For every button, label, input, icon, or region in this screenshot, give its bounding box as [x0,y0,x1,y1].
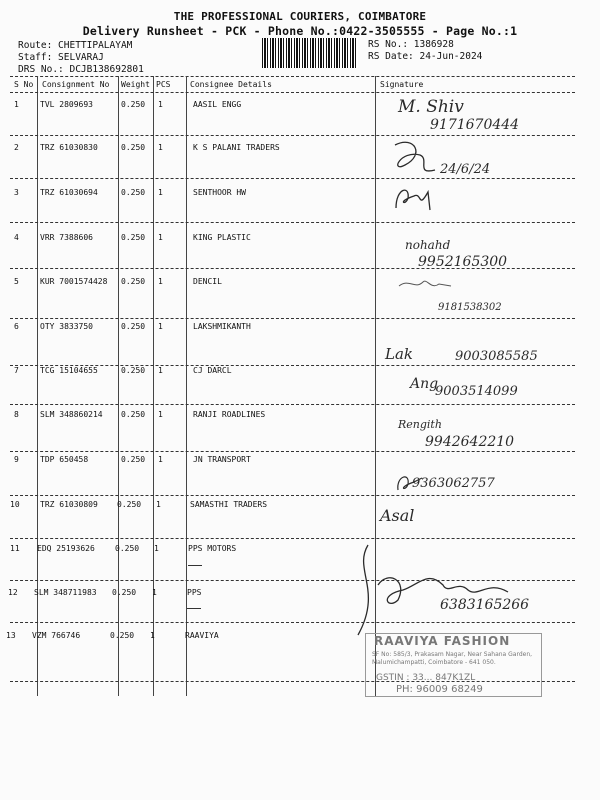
row-consignment: TRZ 61030694 [40,188,98,197]
route-label: Route: CHETTIPALAYAM [18,40,133,51]
stamp-gstin: GSTIN : 33... 847K1ZL [376,673,476,683]
row-weight: 0.250 [121,322,146,331]
row-consignee: AASIL ENGG [193,100,242,109]
row-consignee: PPS [187,588,202,597]
row-consignment: OTY 3833750 [40,322,93,331]
phone-handwriting: 9952165300 [418,254,508,270]
rs-number: RS No.: 1386928 [368,39,454,50]
row-consignee: KING PLASTIC [193,233,251,242]
row-consignee: K S PALANI TRADERS [193,143,280,152]
rs-date: RS Date: 24-Jun-2024 [368,51,483,62]
divider [10,268,575,269]
stamp-phone: PH: 96009 68249 [396,684,483,695]
signature-scribble [395,274,455,298]
row-sno: 8 [14,410,19,419]
row-sno: 2 [14,143,19,152]
col-consignee: Consignee Details [190,80,272,89]
phone-handwriting: 9181538302 [438,302,502,313]
divider [10,135,575,136]
row-weight: 0.250 [121,366,146,375]
row-weight: 0.250 [121,233,146,242]
row-pcs: 1 [158,188,163,197]
signature-handwriting: Lak [385,345,413,363]
signature-handwriting: Ang [410,376,439,392]
col-pcs: PCS [156,80,171,89]
row-weight: 0.250 [121,455,146,464]
row-pcs: 1 [150,631,155,640]
row-weight: 0.250 [121,277,146,286]
row-weight: 0.250 [121,100,146,109]
signature-handwriting: Rengith [398,418,442,431]
stamp-name: RAAVIYA FASHION [374,634,511,648]
row-consignee: RAAVIYA [185,631,219,640]
dash-mark [187,608,201,609]
col-sno: S No [14,80,34,89]
phone-handwriting: 9171670444 [430,117,520,133]
row-consignee: SENTHOOR HW [193,188,246,197]
barcode [262,38,358,68]
row-consignment: SLM 348711983 [34,588,97,597]
col-divider [153,76,154,696]
divider [10,404,575,405]
drs-number: DRS No.: DCJB138692801 [18,64,144,75]
row-sno: 13 [6,631,16,640]
row-consignment: TDP 650458 [40,455,89,464]
row-consignment: KUR 7001574428 [40,277,108,286]
col-consignment: Consignment No [42,80,110,89]
signature-scribble [385,135,445,180]
divider [10,222,575,223]
row-consignment: TVL 2809693 [40,100,93,109]
row-pcs: 1 [158,366,163,375]
staff-label: Staff: SELVARAJ [18,52,104,63]
company-title: THE PROFESSIONAL COURIERS, COIMBATORE [173,10,427,23]
col-divider [186,76,187,696]
dash-mark [188,565,202,566]
col-signature: Signature [380,80,424,89]
row-pcs: 1 [156,500,161,509]
phone-handwriting: 9942642210 [425,434,515,450]
date-handwriting: 24/6/24 [440,162,491,177]
signature-handwriting: Asal [380,506,415,525]
company-stamp [365,633,542,697]
divider [10,622,575,623]
row-sno: 11 [10,544,20,553]
divider [10,451,575,452]
stamp-address: SF No: 585/3, Prakasam Nagar, Near Sahana Garden, Malumichampatti, Coimbatore - 641 050. [372,651,533,666]
row-consignee: SAMASTHI TRADERS [190,500,268,509]
row-weight: 0.250 [110,631,135,640]
signature-handwriting: nohahd [405,238,451,252]
row-consignment: VZM 766746 [32,631,81,640]
divider [10,538,575,539]
row-consignee: JN TRANSPORT [193,455,251,464]
row-pcs: 1 [158,322,163,331]
divider [10,318,575,319]
row-sno: 4 [14,233,19,242]
divider [10,92,575,93]
row-weight: 0.250 [117,500,142,509]
row-weight: 0.250 [112,588,137,597]
row-pcs: 1 [154,544,159,553]
divider [10,681,575,682]
divider [10,178,575,179]
row-consignment: VRR 7388606 [40,233,93,242]
row-consignee: CJ DARCL [193,366,232,375]
row-consignee: DENCIL [193,277,222,286]
row-sno: 1 [14,100,19,109]
row-consignment: TRZ 61030830 [40,143,98,152]
divider [10,76,575,77]
phone-handwriting: 6383165266 [440,597,530,613]
row-consignee: PPS MOTORS [188,544,237,553]
row-weight: 0.250 [121,143,146,152]
row-sno: 3 [14,188,19,197]
row-sno: 9 [14,455,19,464]
row-pcs: 1 [158,100,163,109]
divider [10,495,575,496]
row-pcs: 1 [158,143,163,152]
signature-scribble [348,540,518,640]
row-sno: 10 [10,500,20,509]
row-weight: 0.250 [115,544,140,553]
col-divider [37,76,38,696]
row-weight: 0.250 [121,188,146,197]
row-pcs: 1 [158,410,163,419]
col-weight: Weight [121,80,150,89]
row-sno: 12 [8,588,18,597]
row-consignment: SLM 348860214 [40,410,103,419]
row-consignment: TCG 15104655 [40,366,98,375]
row-consignment: TRZ 61030809 [40,500,98,509]
col-divider [118,76,119,696]
row-sno: 5 [14,277,19,286]
row-pcs: 1 [158,233,163,242]
row-pcs: 1 [152,588,157,597]
phone-handwriting: 9363062757 [412,476,495,491]
row-sno: 7 [14,366,19,375]
row-consignee: LAKSHMIKANTH [193,322,251,331]
signature-handwriting: M. Shiv [398,97,464,117]
runsheet-title: Delivery Runsheet - PCK - Phone No.:0422-3505555 - Page No.:1 [82,24,518,38]
phone-handwriting: 9003085585 [455,349,538,364]
row-pcs: 1 [158,455,163,464]
row-sno: 6 [14,322,19,331]
row-weight: 0.250 [121,410,146,419]
signature-scribble [388,180,438,218]
row-pcs: 1 [158,277,163,286]
row-consignment: EDQ 25193626 [37,544,95,553]
row-consignee: RANJI ROADLINES [193,410,266,419]
phone-handwriting: 9003514099 [435,384,518,399]
